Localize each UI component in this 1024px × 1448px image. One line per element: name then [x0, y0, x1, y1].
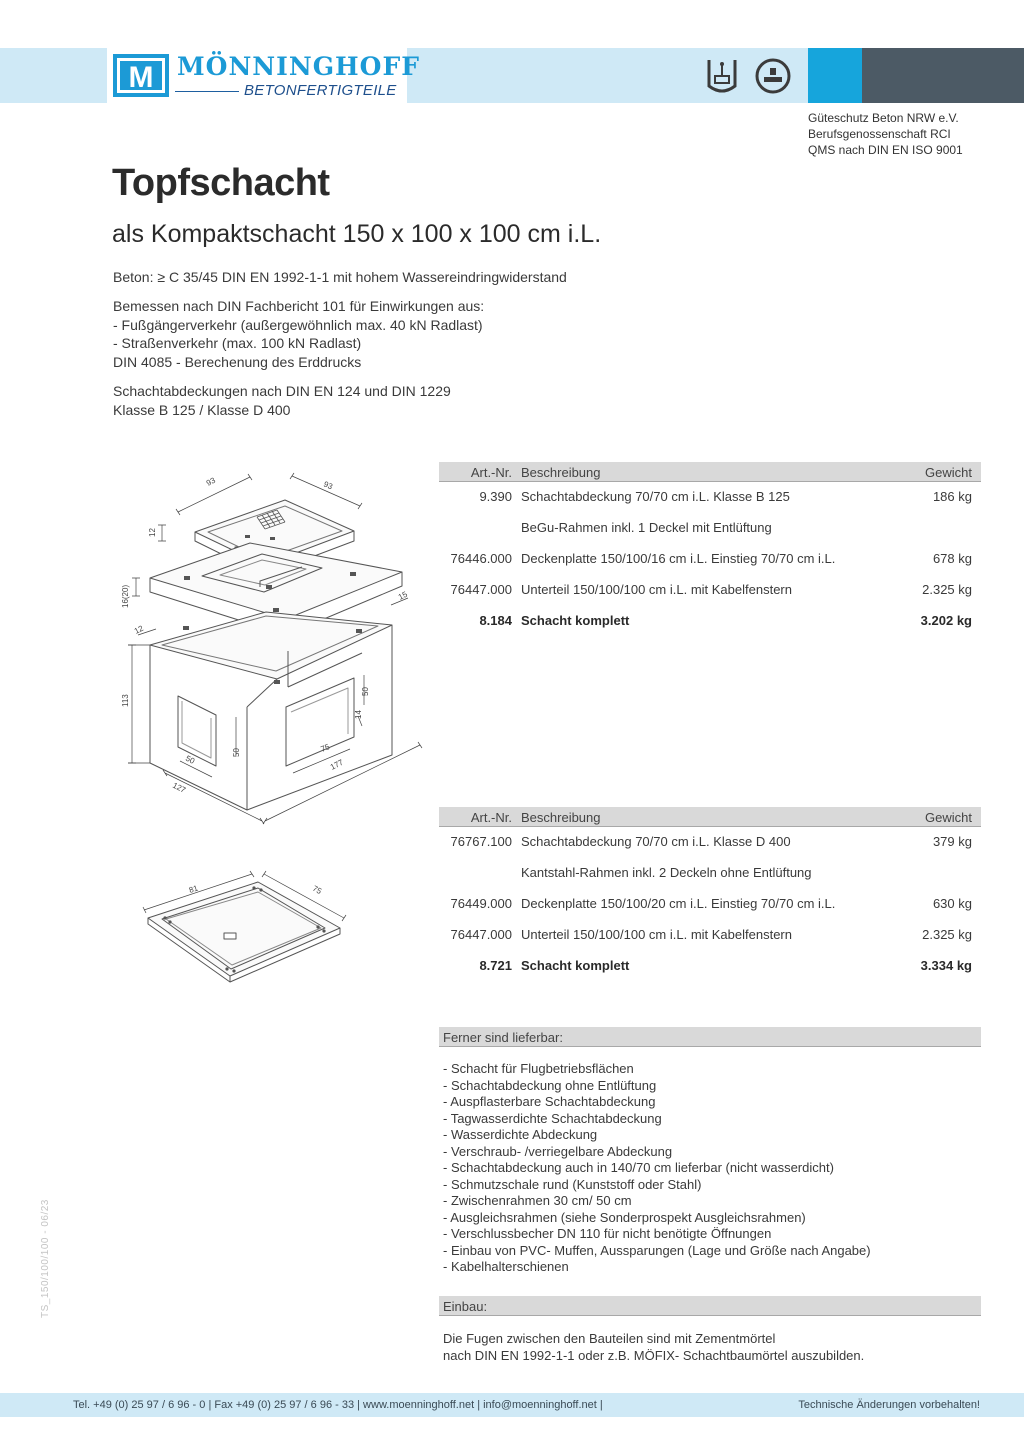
- table-row[interactable]: [439, 482, 981, 513]
- dim-cover-width: 93: [204, 475, 217, 488]
- dim-plate-height: 16(20): [121, 584, 130, 608]
- design-line: - Straßenverkehr (max. 100 kN Radlast): [113, 335, 362, 351]
- cell-article: 76447.000: [450, 582, 512, 597]
- extras-list: [443, 1061, 871, 1276]
- cell-description: Schachtabdeckung 70/70 cm i.L. Klasse B 125: [521, 489, 790, 504]
- dim-cover-depth: 93: [322, 479, 334, 492]
- cell-description: BeGu-Rahmen inkl. 1 Deckel mit Entlüftung: [521, 520, 772, 535]
- dim-window-height-2: 50: [232, 748, 241, 757]
- dim-height: 113: [121, 694, 130, 707]
- table-row[interactable]: [439, 827, 981, 858]
- manhole-cover-icon: [755, 56, 791, 96]
- table-row[interactable]: [439, 513, 981, 544]
- product-table-d400: [439, 807, 981, 982]
- product-table-b125: [439, 462, 981, 637]
- concrete-spec: Beton: ≥ C 35/45 DIN EN 1992-1-1 mit hohem Wassereindringwiderstand: [113, 269, 567, 285]
- page-title: Topfschacht: [112, 162, 330, 204]
- table-total-row[interactable]: [439, 606, 981, 637]
- logo-initial: M: [128, 61, 154, 94]
- cell-weight: 3.202 kg: [920, 613, 972, 628]
- quality-line: Güteschutz Beton NRW e.V.: [808, 111, 959, 125]
- installation-line: nach DIN EN 1992-1-1 oder z.B. MÖFIX- Schachtbaumörtel auszubilden.: [443, 1347, 865, 1363]
- cell-weight: 678 kg: [932, 551, 972, 566]
- table-row[interactable]: [439, 575, 981, 606]
- installation-text: [443, 1331, 864, 1364]
- quality-line: QMS nach DIN EN ISO 9001: [808, 143, 963, 157]
- col-weight: Gewicht: [925, 810, 972, 825]
- table-row[interactable]: [439, 858, 981, 889]
- dim-window-offset: 14: [354, 710, 363, 719]
- design-line: DIN 4085 - Berechenung des Erddrucks: [113, 353, 362, 370]
- col-article-number: Art.-Nr.: [470, 465, 512, 480]
- col-description: Beschreibung: [521, 465, 601, 480]
- col-article-number: Art.-Nr.: [470, 810, 512, 825]
- cell-description: Deckenplatte 150/100/16 cm i.L. Einstieg 70/70 cm i.L.: [521, 551, 836, 566]
- brand-subtitle: BETONFERTIGTEILE: [244, 82, 397, 99]
- standard-line: Schachtabdeckungen nach DIN EN 124 und DIN 1229: [113, 383, 451, 399]
- dim-top-gap: 15: [396, 589, 409, 602]
- design-basis: [113, 297, 713, 371]
- list-item: - Kabelhalterschienen: [443, 1259, 569, 1274]
- steel-frame-cover-drawing: [140, 870, 350, 990]
- list-item: - Schachtabdeckung ohne Entlüftung: [443, 1077, 657, 1093]
- table-row[interactable]: [439, 920, 981, 951]
- design-line: Bemessen nach DIN Fachbericht 101 für Einwirkungen aus:: [113, 298, 485, 314]
- footer-disclaimer: Technische Änderungen vorbehalten!: [798, 1399, 980, 1411]
- cell-article: 76446.000: [450, 551, 512, 566]
- list-item: - Einbau von PVC- Muffen, Aussparungen (Lage und Größe nach Angabe): [443, 1242, 871, 1258]
- table-header: [439, 462, 981, 482]
- shaft-exploded-drawing: [110, 455, 430, 830]
- list-item: - Ausgleichsrahmen (siehe Sonderprospekt Ausgleichsrahmen): [443, 1209, 806, 1225]
- col-description: Beschreibung: [521, 810, 601, 825]
- list-item: - Zwischenrahmen 30 cm/ 50 cm: [443, 1193, 632, 1208]
- table-total-row[interactable]: [439, 951, 981, 982]
- list-item: - Verschraub- /verriegelbare Abdeckung: [443, 1143, 673, 1159]
- list-item: - Schmutzschale rund (Kunststoff oder Stahl): [443, 1176, 702, 1192]
- cell-article: 8.721: [479, 958, 512, 973]
- cell-weight: 2.325 kg: [922, 582, 972, 597]
- installation-line: Die Fugen zwischen den Bauteilen sind mit Zementmörtel: [443, 1331, 776, 1346]
- dim-cover-height: 12: [148, 528, 157, 537]
- cell-weight: 379 kg: [932, 834, 972, 849]
- cell-article: 9.390: [479, 489, 512, 504]
- cell-weight: 630 kg: [932, 896, 972, 911]
- brand-name: MÖNNINGHOFF: [177, 52, 420, 81]
- footer-contact[interactable]: Tel. +49 (0) 25 97 / 6 96 - 0 | Fax +49 (0) 25 97 / 6 96 - 33 | www.moenninghoff.net | info@moenninghoff.net |: [73, 1399, 603, 1411]
- dim-base-width: 127: [171, 780, 188, 795]
- table-row[interactable]: [439, 889, 981, 920]
- cell-description: Schacht komplett: [521, 958, 630, 973]
- table-row[interactable]: [439, 544, 981, 575]
- list-item: - Schachtabdeckung auch in 140/70 cm lieferbar (nicht wasserdicht): [443, 1160, 834, 1175]
- dim-window-width-2: 75: [319, 742, 332, 754]
- col-weight: Gewicht: [925, 465, 972, 480]
- document-id: TS_150/100/100 - 06/23: [40, 1199, 51, 1318]
- header-dark-block: [862, 48, 1024, 103]
- cell-article: 76449.000: [450, 896, 512, 911]
- cell-article: 76767.100: [450, 834, 512, 849]
- quality-line: Berufsgenossenschaft RCI: [808, 127, 951, 141]
- cell-description: Unterteil 150/100/100 cm i.L. mit Kabelfenstern: [521, 582, 792, 597]
- cell-weight: 186 kg: [932, 489, 972, 504]
- cell-description: Deckenplatte 150/100/20 cm i.L. Einstieg 70/70 cm i.L.: [521, 896, 836, 911]
- list-item: - Schacht für Flugbetriebsflächen: [443, 1061, 634, 1076]
- gueteschutz-seal-icon: [705, 56, 739, 96]
- dim-frame-width: 81: [187, 883, 200, 895]
- dim-window-width: 50: [184, 753, 197, 766]
- page-subtitle: als Kompaktschacht 150 x 100 x 100 cm i.L.: [112, 220, 602, 248]
- cell-description: Unterteil 150/100/100 cm i.L. mit Kabelfenstern: [521, 927, 792, 942]
- quality-certifications: [808, 110, 963, 158]
- cover-standards: [113, 382, 713, 419]
- logo-mark-icon: [113, 54, 169, 97]
- cell-description: Schacht komplett: [521, 613, 630, 628]
- list-item: - Verschlussbecher DN 110 für nicht benötigte Öffnungen: [443, 1226, 772, 1241]
- cell-description: Kantstahl-Rahmen inkl. 2 Deckeln ohne Entlüftung: [521, 865, 812, 880]
- cell-weight: 2.325 kg: [922, 927, 972, 942]
- dim-window-height: 50: [361, 687, 370, 696]
- extras-section-header: Ferner sind lieferbar:: [439, 1027, 981, 1047]
- list-item: - Wasserdichte Abdeckung: [443, 1127, 598, 1142]
- header-accent-block: [808, 48, 862, 103]
- table-header: [439, 807, 981, 827]
- design-line: - Fußgängerverkehr (außergewöhnlich max. 40 kN Radlast): [113, 316, 483, 333]
- standard-line: Klasse B 125 / Klasse D 400: [113, 401, 291, 418]
- list-item: - Auspflasterbare Schachtabdeckung: [443, 1094, 656, 1109]
- dim-wall: 12: [132, 623, 145, 636]
- dim-frame-depth: 75: [311, 883, 324, 896]
- brand-underline: [175, 91, 239, 92]
- dim-base-depth: 177: [328, 757, 345, 772]
- cell-article: 76447.000: [450, 927, 512, 942]
- cell-description: Schachtabdeckung 70/70 cm i.L. Klasse D 400: [521, 834, 791, 849]
- cell-weight: 3.334 kg: [920, 958, 972, 973]
- company-logo[interactable]: [107, 48, 420, 103]
- cell-article: 8.184: [479, 613, 512, 628]
- list-item: - Tagwasserdichte Schachtabdeckung: [443, 1110, 662, 1126]
- installation-section-header: Einbau:: [439, 1296, 981, 1316]
